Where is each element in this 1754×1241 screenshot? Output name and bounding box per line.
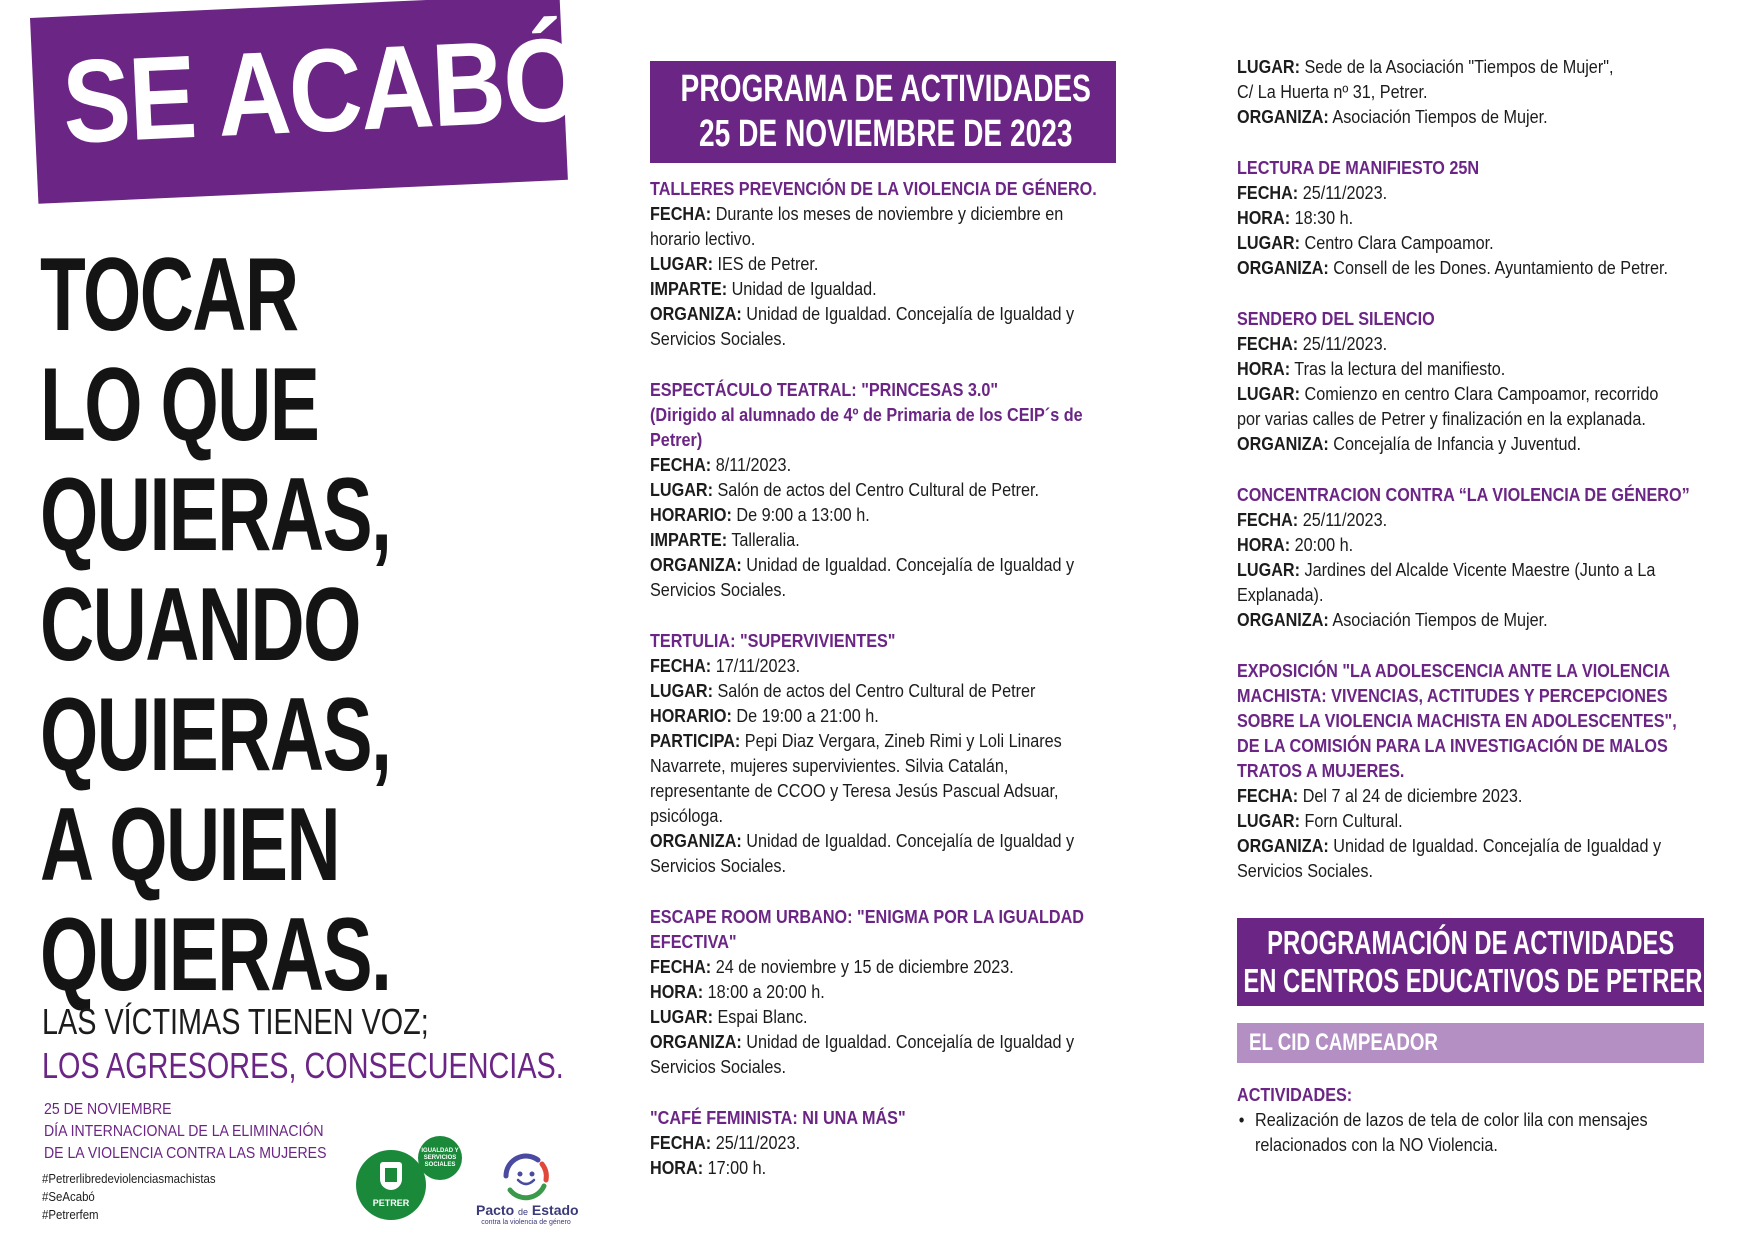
event-block — [1237, 307, 1704, 457]
detail-text: representante de CCOO y Teresa Jesús Pascual Adsuar, — [650, 781, 1059, 801]
school-header — [1237, 1023, 1704, 1063]
event-detail-line — [650, 1005, 1116, 1030]
detail-label: FECHA: — [650, 204, 712, 224]
event-detail-line — [1237, 256, 1704, 281]
event-block — [650, 1106, 1116, 1181]
detail-label: ORGANIZA: — [650, 304, 742, 324]
detail-label: HORARIO: — [650, 706, 732, 726]
event-title: (Dirigido al alumnado de 4º de Primaria de los CEIP´s de — [650, 405, 1083, 425]
event-detail-line — [1237, 80, 1704, 105]
program-continuation-column — [1237, 55, 1704, 1158]
detail-label: LUGAR: — [650, 1007, 713, 1027]
detail-label: FECHA: — [650, 455, 712, 475]
event-body — [1237, 156, 1704, 281]
event-detail-line — [650, 1030, 1116, 1055]
detail-text: Salón de actos del Centro Cultural de Petrer. — [713, 480, 1039, 500]
tagline-victims: LAS VÍCTIMAS TIENEN VOZ; — [42, 1001, 429, 1042]
event-detail-line — [650, 779, 1116, 804]
program-title-line: PROGRAMA DE ACTIVIDADES — [680, 68, 1091, 110]
education-title-line: EN CENTROS EDUCATIVOS DE PETRER — [1243, 962, 1703, 999]
event-detail-line — [1237, 859, 1704, 884]
detail-label: LUGAR: — [1237, 233, 1300, 253]
event-detail-line — [650, 854, 1116, 879]
headline-line: TOCAR — [40, 237, 298, 353]
event-title: MACHISTA: VIVENCIAS, ACTITUDES Y PERCEPCIONES — [1237, 686, 1668, 706]
detail-label: FECHA: — [650, 957, 712, 977]
event-detail-line — [1237, 206, 1704, 231]
detail-label: LUGAR: — [650, 480, 713, 500]
program-column — [650, 61, 1116, 1181]
event-detail-line — [1237, 432, 1704, 457]
event-body — [1237, 307, 1704, 457]
event-detail-line — [650, 679, 1116, 704]
event-body — [1237, 483, 1704, 633]
detail-text: De 19:00 a 21:00 h. — [731, 706, 879, 726]
event-detail-line — [650, 252, 1116, 277]
detail-label: HORARIO: — [650, 505, 732, 525]
detail-text: Consell de les Dones. Ayuntamiento de Petrer. — [1328, 258, 1669, 278]
detail-label: FECHA: — [650, 1133, 712, 1153]
detail-label: LUGAR: — [650, 681, 713, 701]
headline-line: QUIERAS, — [40, 457, 391, 573]
event-title: TERTULIA: "SUPERVIVIENTES" — [650, 631, 896, 651]
event-title: DE LA COMISIÓN PARA LA INVESTIGACIÓN DE MALOS — [1237, 736, 1668, 756]
equality-services-logo-text: IGUALDAD Y SERVICIOS SOCIALES — [421, 1147, 459, 1168]
event-detail-line — [650, 503, 1116, 528]
equality-services-logo — [418, 1136, 462, 1180]
event-detail-line — [1237, 181, 1704, 206]
detail-text: 20:00 h. — [1290, 535, 1354, 555]
event-detail-line — [650, 704, 1116, 729]
event-detail-line — [650, 302, 1116, 327]
detail-text: Jardines del Alcalde Vicente Maestre (Junto a La — [1300, 560, 1656, 580]
detail-text: Tras la lectura del manifiesto. — [1290, 359, 1506, 379]
detail-text: 8/11/2023. — [711, 455, 792, 475]
detail-label: ORGANIZA: — [1237, 107, 1329, 127]
detail-label: LUGAR: — [1237, 811, 1300, 831]
detail-text: Asociación Tiempos de Mujer. — [1328, 610, 1548, 630]
activity-line: relacionados con la NO Violencia. — [1255, 1135, 1498, 1155]
detail-label: PARTICIPA: — [650, 731, 741, 751]
detail-text: Del 7 al 24 de diciembre 2023. — [1298, 786, 1523, 806]
event-detail-line — [1237, 608, 1704, 633]
detail-text: 25/11/2023. — [1298, 510, 1388, 530]
detail-text: Espai Blanc. — [713, 1007, 808, 1027]
tagline-aggressors: LOS AGRESORES, CONSECUENCIAS. — [42, 1045, 564, 1086]
event-title: ESPECTÁCULO TEATRAL: "PRINCESAS 3.0" — [650, 380, 999, 400]
pacto-subtitle: contra la violencia de género — [481, 1219, 571, 1226]
detail-text: Sede de la Asociación "Tiempos de Mujer", — [1300, 57, 1614, 77]
detail-text: IES de Petrer. — [713, 254, 819, 274]
event-detail-line — [650, 578, 1116, 603]
detail-label: IMPARTE: — [650, 530, 728, 550]
event-detail-line — [1237, 357, 1704, 382]
date-note-line: DÍA INTERNACIONAL DE LA ELIMINACIÓN — [44, 1123, 324, 1140]
detail-text: 25/11/2023. — [711, 1133, 801, 1153]
detail-label: ORGANIZA: — [1237, 610, 1329, 630]
event-title: CONCENTRACION CONTRA “LA VIOLENCIA DE GÉNERO” — [1237, 485, 1690, 505]
detail-text: Unidad de Igualdad. Concejalía de Igualdad y — [741, 1032, 1075, 1052]
detail-text: 18:30 h. — [1290, 208, 1354, 228]
detail-text: Salón de actos del Centro Cultural de Petrer — [713, 681, 1036, 701]
event-title: ESCAPE ROOM URBANO: "ENIGMA POR LA IGUALDAD — [650, 907, 1084, 927]
event-body — [650, 905, 1116, 1080]
pacto-title — [476, 1202, 579, 1218]
event-detail-line — [650, 955, 1116, 980]
detail-text: 24 de noviembre y 15 de diciembre 2023. — [711, 957, 1014, 977]
detail-label: IMPARTE: — [650, 279, 728, 299]
detail-label: ORGANIZA: — [650, 555, 742, 575]
hashtag: #Petrerfem — [42, 1207, 99, 1222]
detail-text: Unidad de Igualdad. — [727, 279, 877, 299]
program-title — [650, 61, 1116, 163]
detail-text: horario lectivo. — [650, 229, 756, 249]
detail-text: Concejalía de Infancia y Juventud. — [1328, 434, 1581, 454]
event-block — [1237, 156, 1704, 281]
detail-label: HORA: — [1237, 208, 1291, 228]
detail-text: Forn Cultural. — [1300, 811, 1403, 831]
event-block — [650, 905, 1116, 1080]
detail-text: Servicios Sociales. — [650, 580, 786, 600]
event-detail-line — [650, 327, 1116, 352]
detail-text: Servicios Sociales. — [1237, 861, 1373, 881]
detail-text: Unidad de Igualdad. Concejalía de Igualdad y — [741, 831, 1075, 851]
event-detail-line — [650, 277, 1116, 302]
detail-text: por varias calles de Petrer y finalización en la explanada. — [1237, 409, 1646, 429]
hashtags — [42, 1170, 216, 1224]
detail-text: 25/11/2023. — [1298, 183, 1388, 203]
detail-label: ORGANIZA: — [1237, 434, 1329, 454]
event-body — [1237, 659, 1704, 884]
date-note-line: DE LA VIOLENCIA CONTRA LAS MUJERES — [44, 1145, 327, 1162]
event-detail-line — [1237, 105, 1704, 130]
event-detail-line — [1237, 834, 1704, 859]
event-block — [1237, 659, 1704, 884]
event-detail-line — [650, 528, 1116, 553]
headline-line: A QUIEN — [40, 787, 340, 903]
event-detail-line — [650, 1055, 1116, 1080]
event-body — [650, 378, 1116, 603]
detail-text: 25/11/2023. — [1298, 334, 1388, 354]
detail-text: C/ La Huerta nº 31, Petrer. — [1237, 82, 1428, 102]
headline-line: CUANDO — [40, 567, 360, 683]
date-note-line: 25 DE NOVIEMBRE — [44, 1101, 172, 1118]
event-title: TRATOS A MUJERES. — [1237, 761, 1405, 781]
state-pact-logo — [476, 1146, 579, 1230]
event-title: SENDERO DEL SILENCIO — [1237, 309, 1435, 329]
event-detail-line — [1237, 231, 1704, 256]
event-title: "CAFÉ FEMINISTA: NI UNA MÁS" — [650, 1108, 906, 1128]
event-title: EFECTIVA" — [650, 932, 737, 952]
activity-item — [1237, 1108, 1704, 1158]
event-detail-line — [1237, 332, 1704, 357]
event-block — [650, 378, 1116, 603]
detail-label: HORA: — [1237, 359, 1291, 379]
hashtag: #Petrerlibredeviolenciasmachistas — [42, 1171, 216, 1186]
detail-text: Asociación Tiempos de Mujer. — [1328, 107, 1548, 127]
event-detail-line — [1237, 558, 1704, 583]
event-detail-line — [1237, 809, 1704, 834]
detail-text: psicóloga. — [650, 806, 723, 826]
detail-text: Talleralia. — [727, 530, 800, 550]
pacto-de-word: de — [518, 1207, 529, 1217]
event-detail-line — [650, 804, 1116, 829]
program-events-continued — [1237, 156, 1704, 884]
detail-label: FECHA: — [650, 656, 712, 676]
detail-text: 17:00 h. — [703, 1158, 767, 1178]
international-day-note — [44, 1099, 326, 1165]
event-detail-line — [650, 1156, 1116, 1181]
school-name: EL CID CAMPEADOR — [1249, 1029, 1438, 1056]
event-detail-line — [650, 227, 1116, 252]
pacto-circle-icon — [476, 1146, 576, 1202]
event-detail-line — [650, 453, 1116, 478]
event-body — [650, 177, 1116, 352]
cafe-feminista-continuation — [1237, 55, 1704, 130]
event-body — [650, 629, 1116, 879]
headline-line: QUIERAS. — [40, 897, 391, 1013]
activity-line: • Realización de lazos de tela de color lila con mensajes — [1255, 1110, 1648, 1130]
continuation-body — [1237, 55, 1704, 130]
detail-label: LUGAR: — [650, 254, 713, 274]
detail-label: FECHA: — [1237, 510, 1299, 530]
event-title: LECTURA DE MANIFIESTO 25N — [1237, 158, 1480, 178]
pacto-word: Pacto — [476, 1202, 515, 1218]
event-title: TALLERES PREVENCIÓN DE LA VIOLENCIA DE GÉNERO. — [650, 179, 1097, 199]
detail-text: Servicios Sociales. — [650, 1057, 786, 1077]
activities-section — [1237, 1083, 1704, 1158]
detail-label: ORGANIZA: — [650, 831, 742, 851]
detail-text: Navarrete, mujeres supervivientes. Silvia Catalán, — [650, 756, 1009, 776]
event-detail-line — [650, 553, 1116, 578]
headline — [40, 237, 414, 1013]
event-title: EXPOSICIÓN "LA ADOLESCENCIA ANTE LA VIOLENCIA — [1237, 661, 1671, 681]
detail-text: Pepi Diaz Vergara, Zineb Rimi y Loli Linares — [740, 731, 1062, 751]
event-body — [650, 1106, 1116, 1181]
activities-label: ACTIVIDADES: — [1237, 1085, 1353, 1105]
event-detail-line — [650, 980, 1116, 1005]
detail-text: Durante los meses de noviembre y diciembre en — [711, 204, 1064, 224]
event-detail-line — [650, 729, 1116, 754]
detail-text: Comienzo en centro Clara Campoamor, recorrido — [1300, 384, 1659, 404]
event-title: Petrer) — [650, 430, 703, 450]
detail-label: LUGAR: — [1237, 560, 1300, 580]
detail-text: Centro Clara Campoamor. — [1300, 233, 1494, 253]
event-detail-line — [1237, 382, 1704, 407]
detail-text: De 9:00 a 13:00 h. — [731, 505, 870, 525]
detail-text: Unidad de Igualdad. Concejalía de Igualdad y — [741, 555, 1075, 575]
headline-line: QUIERAS, — [40, 677, 391, 793]
event-detail-line — [1237, 533, 1704, 558]
event-title: SOBRE LA VIOLENCIA MACHISTA EN ADOLESCENTES", — [1237, 711, 1677, 731]
petrer-logo-text: PETRER — [372, 1198, 410, 1208]
detail-label: FECHA: — [1237, 786, 1299, 806]
detail-label: HORA: — [650, 982, 704, 1002]
detail-text: Servicios Sociales. — [650, 856, 786, 876]
detail-text: Servicios Sociales. — [650, 329, 786, 349]
event-detail-line — [650, 654, 1116, 679]
crest-inner-shape — [385, 1168, 397, 1182]
detail-label: LUGAR: — [1237, 384, 1300, 404]
event-detail-line — [650, 478, 1116, 503]
education-program-title — [1237, 918, 1704, 1006]
detail-label: HORA: — [650, 1158, 704, 1178]
detail-label: FECHA: — [1237, 183, 1299, 203]
event-block — [650, 629, 1116, 879]
program-title-line: 25 DE NOVIEMBRE DE 2023 — [698, 113, 1073, 155]
event-detail-line — [1237, 407, 1704, 432]
detail-text: Unidad de Igualdad. Concejalía de Igualdad y — [741, 304, 1075, 324]
detail-text: Unidad de Igualdad. Concejalía de Igualdad y — [1328, 836, 1662, 856]
event-detail-line — [650, 754, 1116, 779]
detail-label: ORGANIZA: — [1237, 258, 1329, 278]
detail-text: 18:00 a 20:00 h. — [703, 982, 825, 1002]
banner-title: SE ACABÓ — [59, 13, 584, 169]
event-detail-line — [1237, 784, 1704, 809]
event-detail-line — [1237, 508, 1704, 533]
event-block — [1237, 483, 1704, 633]
event-block — [650, 177, 1116, 352]
detail-label: ORGANIZA: — [650, 1032, 742, 1052]
petrer-council-logo — [356, 1150, 426, 1220]
detail-text: Explanada). — [1237, 585, 1324, 605]
estado-word: Estado — [531, 1202, 579, 1218]
event-detail-line — [1237, 583, 1704, 608]
detail-label: HORA: — [1237, 535, 1291, 555]
event-detail-line — [650, 202, 1116, 227]
program-events — [650, 177, 1116, 1181]
event-detail-line — [650, 1131, 1116, 1156]
event-detail-line — [1237, 55, 1704, 80]
detail-text: 17/11/2023. — [711, 656, 801, 676]
detail-label: ORGANIZA: — [1237, 836, 1329, 856]
hashtag: #SeAcabó — [42, 1189, 95, 1204]
education-title-line: PROGRAMACIÓN DE ACTIVIDADES — [1266, 924, 1675, 961]
event-detail-line — [650, 829, 1116, 854]
headline-line: LO QUE — [40, 347, 319, 463]
detail-label: FECHA: — [1237, 334, 1299, 354]
detail-label: LUGAR: — [1237, 57, 1300, 77]
